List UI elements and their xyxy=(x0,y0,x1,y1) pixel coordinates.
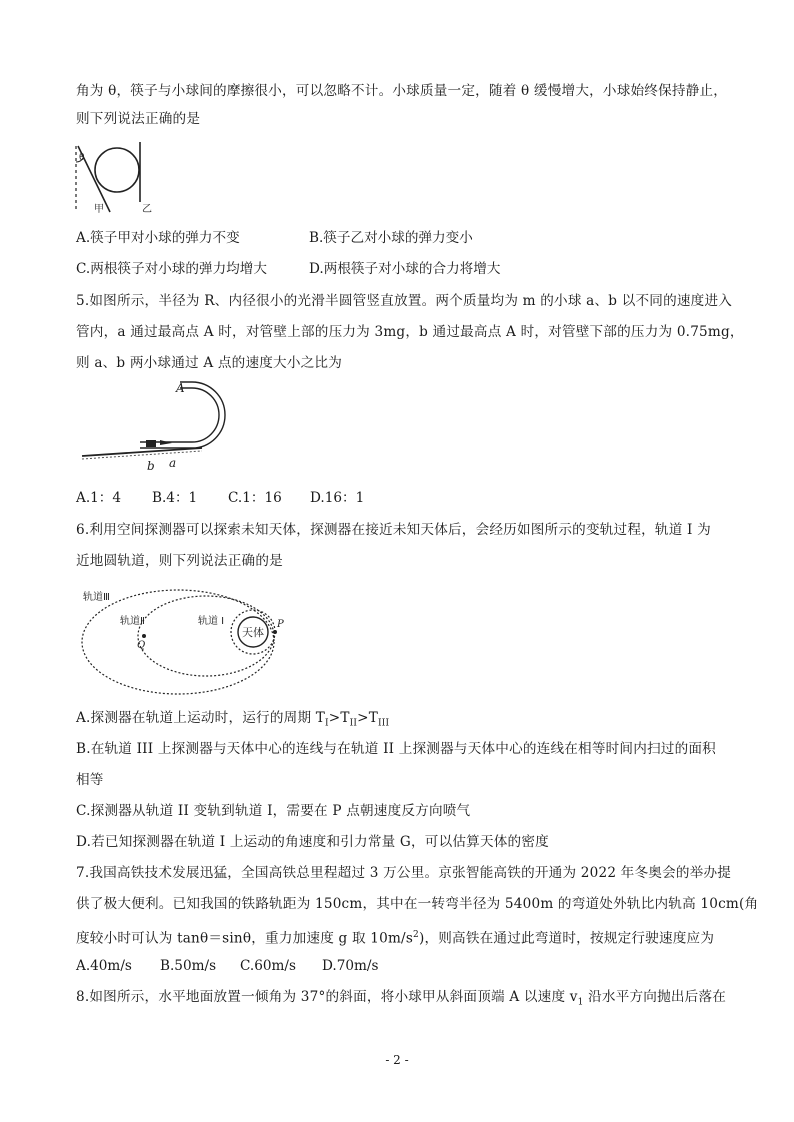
q5-option-d: D.16：1 xyxy=(310,490,365,506)
q5-option-a: A.1：4 xyxy=(76,490,122,506)
q4-chopsticks-figure xyxy=(72,140,162,220)
q5-option-b: B.4：1 xyxy=(152,490,198,506)
q6-option-a: A.探测器在轨道上运动时，运行的周期 $T_I>T_{II}>T_{III}$ xyxy=(76,710,390,729)
q5-ball-b xyxy=(146,440,156,447)
q8-stem-line1: 8.如图所示，水平地面放置一倾角为 37°的斜面，将小球甲从斜面顶端 A 以速度 $v_1$ 沿水平方向抛出后落在 xyxy=(76,989,727,1008)
q6-fig-orbit3-label: 轨道Ⅲ xyxy=(83,592,110,603)
q7-stem-line3: 度较小时可认为 tanθ＝sinθ，重力加速度 g 取 $10m/s^2$)，则高铁在通过此弯道时，按规定行驶速度应为 xyxy=(76,930,715,947)
q6-option-d: D.若已知探测器在轨道 I 上运动的角速度和引力常量 G，可以估算天体的密度 xyxy=(76,834,549,850)
q7-stem-line1: 7.我国高铁技术发展迅猛，全国高铁总里程超过 3 万公里。京张智能高铁的开通为 2022 年冬奥会的举办提 xyxy=(76,865,732,881)
q5-fig-A-label: A xyxy=(176,381,185,395)
q6-stem-line1: 6.利用空间探测器可以探索未知天体，探测器在接近未知天体后，会经历如图所示的变轨过程，轨道 I 为 xyxy=(76,522,711,538)
q7-option-c: C.60m/s xyxy=(240,958,296,974)
q7-stem-line2: 供了极大便利。已知我国的铁路轨距为 150cm，其中在一转弯半径为 5400m 的弯道处外轨比内轨高 10cm(角 xyxy=(76,896,759,912)
q4-stem-line1: 角为 θ，筷子与小球间的摩擦很小，可以忽略不计。小球质量一定，随着 θ 缓慢增大，小球始终保持静止， xyxy=(76,83,728,99)
q5-option-c: C.1：16 xyxy=(228,490,282,506)
q7-option-b: B.50m/s xyxy=(160,958,217,974)
q4-option-d: D.两根筷子对小球的合力将增大 xyxy=(309,261,501,277)
q5-fig-a-label: a xyxy=(169,456,177,470)
q4-fig-jia-label: 甲 xyxy=(94,204,104,215)
q5-fig-b-label: b xyxy=(147,459,155,473)
q6-fig-P-label: P xyxy=(277,619,284,630)
q5-semicircle-tube-figure xyxy=(80,378,220,476)
q4-option-a: A.筷子甲对小球的弹力不变 xyxy=(76,230,240,246)
q7-option-d: D.70m/s xyxy=(322,958,379,974)
q6-stem-line2: 近地圆轨道，则下列说法正确的是 xyxy=(76,553,283,569)
q4-stem-line2: 则下列说法正确的是 xyxy=(76,111,201,127)
q5-stem-line1: 5.如图所示，半径为 R、内径很小的光滑半圆管竖直放置。两个质量均为 m 的小球 a、b 以不同的速度进入 xyxy=(76,293,733,309)
q4-option-c: C.两根筷子对小球的弹力均增大 xyxy=(76,261,267,277)
q4-fig-yi-label: 乙 xyxy=(142,204,152,215)
q6-fig-orbit2-label: 轨道Ⅱ xyxy=(120,616,145,627)
q6-fig-body-label: 天体 xyxy=(242,626,264,639)
q6-fig-Q-label: Q xyxy=(137,640,146,651)
page-number: - 2 - xyxy=(385,1053,409,1067)
q4-fig-theta-label: θ xyxy=(79,153,85,163)
q6-fig-orbit1-label: 轨道 Ⅰ xyxy=(198,616,225,627)
q7-option-a: A.40m/s xyxy=(76,958,132,974)
q5-stem-line3: 则 a、b 两小球通过 A 点的速度大小之比为 xyxy=(76,355,343,371)
q4-option-b: B.筷子乙对小球的弹力变小 xyxy=(309,230,473,246)
q6-orbit-figure xyxy=(78,580,284,698)
q5-stem-line2: 管内，a 通过最高点 A 时，对管壁上部的压力为 3mg，b 通过最高点 A 时，对管壁下部的压力为 0.75mg， xyxy=(76,324,744,340)
q6-option-c: C.探测器从轨道 II 变轨到轨道 I，需要在 P 点朝速度反方向喷气 xyxy=(76,803,471,819)
q6-option-b-line1: B.在轨道 III 上探测器与天体中心的连线与在轨道 II 上探测器与天体中心的连线在相等时间内扫过的面积 xyxy=(76,741,716,757)
q6-option-b-line2: 相等 xyxy=(76,772,104,788)
